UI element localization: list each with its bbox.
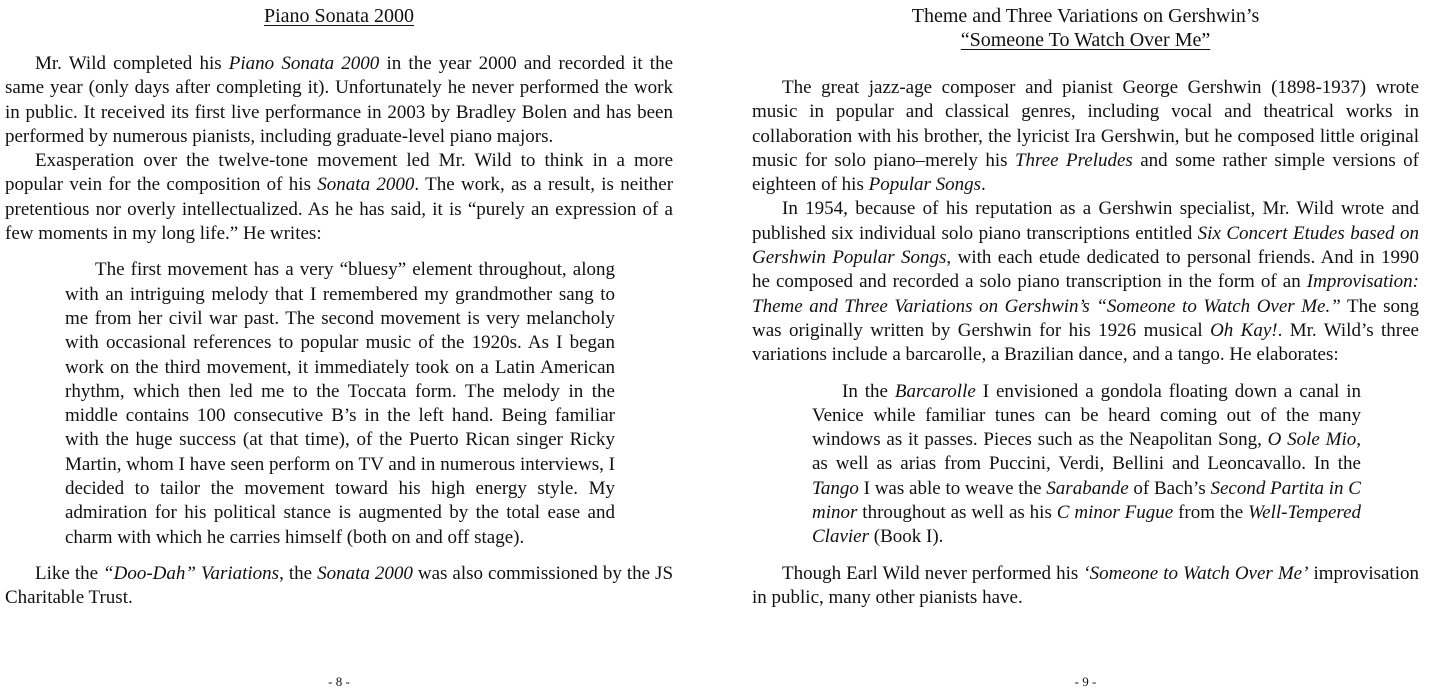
paragraph (752, 197, 1419, 367)
paragraph (752, 76, 1419, 197)
italic-text: Second Partita in C minor (812, 477, 1361, 524)
text-segment: . (981, 174, 986, 196)
italic-text: Tango (812, 477, 859, 499)
text-segment: Exasperation over the twelve-tone movement led Mr. Wild to think in a more popular vein for the composition of his (5, 150, 673, 196)
block-quote (812, 380, 1361, 550)
text-segment: I was able to weave the (858, 477, 1047, 499)
text-segment: and some rather simple versions of eighteen of his (752, 149, 1419, 196)
title-line (752, 4, 1419, 28)
quote-paragraph (65, 258, 615, 550)
body-text (5, 52, 673, 611)
italic-text: Improvisation: Theme and Three Variations on Gershwin’s “Someone to Watch Over Me.” (752, 271, 1419, 317)
text-segment: was also commissioned by the JS Charitable Trust. (5, 562, 674, 609)
page-right (752, 0, 1419, 693)
paragraph (5, 52, 673, 149)
text-segment: , with each etude dedicated to personal friends. And in 1990 he composed and recorded a solo piano transcription in the form of an (752, 247, 1419, 293)
block-quote (65, 258, 615, 550)
title-line (5, 4, 673, 28)
text-segment: as well as arias from Puccini, Verdi, Bellini and Leoncavallo. In the (812, 453, 1361, 475)
text-segment: throughout as well as his (857, 502, 1057, 524)
paragraph (5, 149, 673, 246)
page-number: - 9 - (1074, 674, 1097, 689)
text-segment: Though Earl Wild never performed his (782, 562, 1084, 584)
page-left (5, 0, 673, 693)
title-text: Theme and Three Variations on Gershwin’s (911, 5, 1260, 27)
paragraph (5, 562, 673, 611)
text-segment: of Bach’s (1128, 477, 1211, 499)
page-title (5, 4, 673, 28)
italic-text: ‘Someone to Watch Over Me’ (1083, 562, 1309, 584)
text-segment: . The work, as a result, is neither pretentious nor overly intellectualized. As he has said, it is “purely an expression of a few moments in my long life.” He writes: (5, 174, 674, 245)
italic-text: O Sole Mio, (1267, 429, 1361, 451)
text-segment: , the (279, 562, 318, 584)
italic-text: Popular Songs (868, 174, 982, 196)
italic-text: Six Concert Etudes based on Gershwin Popular Songs (752, 222, 1419, 269)
italic-text: Three Preludes (1014, 149, 1133, 171)
italic-text: Sarabande (1046, 477, 1129, 499)
italic-text: Barcarolle (894, 380, 976, 402)
text-segment: In the (842, 380, 895, 402)
page-number: - 8 - (328, 674, 350, 689)
text-segment: . Mr. Wild’s three variations include a barcarolle, a Brazilian dance, and a tango. He elaborates: (752, 319, 1419, 366)
text-segment: (Book I). (869, 526, 944, 548)
italic-text: C minor Fugue (1056, 502, 1174, 524)
title-line (752, 28, 1419, 52)
body-text (752, 76, 1419, 610)
page-title (752, 4, 1419, 52)
text-segment: The song was originally written by Gershwin for his 1926 musical (752, 295, 1419, 341)
text-segment: in the year 2000 and recorded it the same year (only days after completing it). Unfortunately he never performed the work in public. It received its first live performance in 2003 by Bradley Bolen and has been performed by numerous pianists, including graduate-level piano majors. (5, 53, 674, 147)
italic-text: “Doo-Dah” Variations (103, 562, 280, 584)
title-text: Piano Sonata 2000 (264, 5, 414, 27)
quote-paragraph (812, 380, 1361, 550)
text-segment: improvisation in public, many other pianists have. (752, 562, 1419, 608)
italic-text: Oh Kay! (1210, 319, 1278, 341)
text-segment: The first movement has a very “bluesy” element throughout, along with an intriguing melody that I remembered my grandmother sang to me from her civil war past. The second movement is very melancholy with occasional references to popular music of the 1920s. As I began work on the third movement, it immediately took on a Latin American rhythm, which then led me to the Toccata form. The melody in the middle contains 100 consecutive B’s in the left hand. Being familiar with the huge success (at that time), of the Puerto Rican singer Ricky Martin, whom I have seen perform on TV and in numerous interviews, I decided to tailor the movement toward his high energy style. My admiration for his political stance is augmented by the total ease and charm with which he carries himself (both on and off stage). (65, 259, 615, 548)
text-segment: Mr. Wild completed his (35, 53, 229, 74)
italic-text: Sonata 2000 (317, 174, 415, 196)
text-segment: In 1954, because of his reputation as a Gershwin specialist, Mr. Wild wrote and published six individual solo piano transcriptions entitled (752, 198, 1419, 244)
italic-text: Piano Sonata 2000 (228, 53, 380, 74)
italic-text: Well-Tempered Clavier (812, 502, 1361, 548)
italic-text: Sonata 2000 (317, 562, 413, 584)
paragraph (752, 562, 1419, 611)
text-segment: from the (1173, 502, 1249, 524)
text-segment: The great jazz-age composer and pianist George Gershwin (1898-1937) wrote music in popular and classical genres, including vocal and theatrical works in collaboration with his brother, the lyricist Ira Gershwin, but he composed little original music for solo piano–merely his (752, 77, 1419, 171)
text-segment: Like the (35, 562, 104, 584)
text-segment: I envisioned a gondola floating down a canal in Venice while familiar tunes can be heard coming out of the many windows as it passes. Pieces such as the Neapolitan Song, (812, 380, 1361, 451)
title-text: “Someone To Watch Over Me” (960, 29, 1211, 51)
